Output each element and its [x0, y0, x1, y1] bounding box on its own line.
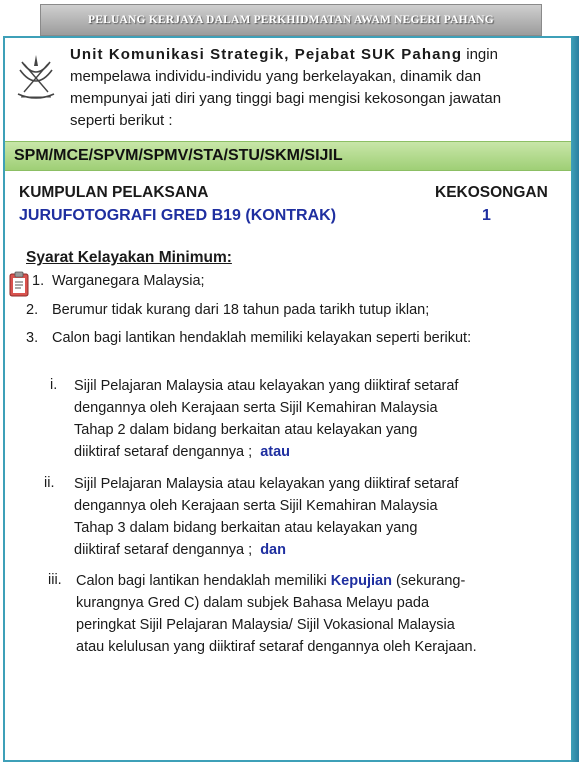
item-number: 3.	[26, 330, 39, 346]
requirement-item: Calon bagi lantikan hendaklah memiliki kelayakan seperti berikut:	[52, 330, 472, 346]
clipboard-icon	[9, 271, 29, 297]
group-label: KUMPULAN PELAKSANA	[19, 184, 209, 201]
sub-item-line: diiktiraf setaraf dengannya ;	[74, 444, 253, 460]
intro-paragraph	[26, 44, 566, 132]
vacancy-count: 1	[482, 207, 491, 224]
sub-item-line: Tahap 3 dalam bidang berkaitan atau kelayakan yang	[74, 520, 418, 536]
frame-right-edge	[571, 36, 579, 762]
requirement-item: Warganegara Malaysia;	[52, 273, 205, 289]
header-banner	[40, 4, 542, 36]
sub-item-number: i.	[50, 377, 58, 393]
item-number: 1.	[32, 273, 45, 289]
vacancy-label: KEKOSONGAN	[435, 184, 548, 201]
position-title: JURUFOTOGRAFI GRED B19 (KONTRAK)	[19, 207, 337, 224]
sub-item-line: kurangnya Gred C) dalam subjek Bahasa Melayu pada	[76, 595, 430, 611]
sub-item	[74, 375, 544, 463]
sub-item	[74, 473, 544, 561]
sub-item-number: iii.	[48, 572, 62, 588]
sub-item-line: atau kelulusan yang diiktiraf setaraf dengannya oleh Kerajaan.	[76, 639, 477, 655]
connector-word: atau	[260, 444, 291, 460]
sub-item	[76, 570, 546, 658]
kepujian-emphasis: Kepujian	[330, 573, 392, 589]
intro-line-2: mempelawa individu-individu yang berkelayakan, dinamik dan	[70, 68, 482, 85]
qualification-bar	[5, 141, 571, 171]
sub-item-line: dengannya oleh Kerajaan serta Sijil Kemahiran Malaysia	[74, 498, 438, 514]
sub-item-line: Calon bagi lantikan hendaklah memiliki	[76, 573, 331, 589]
sub-item-line: Sijil Pelajaran Malaysia atau kelayakan yang diiktiraf setaraf	[74, 378, 459, 394]
intro-line-1: ingin	[462, 46, 498, 63]
connector-word: dan	[260, 542, 286, 558]
sub-item-line: diiktiraf setaraf dengannya ;	[74, 542, 253, 558]
sub-item-line: (sekurang-	[391, 573, 466, 589]
intro-line-4: seperti berikut :	[70, 112, 173, 129]
sub-item-line: Tahap 2 dalam bidang berkaitan atau kelayakan yang	[74, 422, 418, 438]
qualification-text: SPM/MCE/SPVM/SPMV/STA/STU/SKM/SIJIL	[14, 147, 343, 164]
requirement-item: Berumur tidak kurang dari 18 tahun pada tarikh tutup iklan;	[52, 302, 430, 318]
intro-line-3: mempunyai jati diri yang tinggi bagi mengisi kekosongan jawatan	[70, 90, 502, 107]
sub-item-number: ii.	[44, 475, 55, 491]
banner-title: PELUANG KERJAYA DALAM PERKHIDMATAN AWAM NEGERI PAHANG	[88, 14, 494, 26]
item-number: 2.	[26, 302, 39, 318]
requirements-heading: Syarat Kelayakan Minimum:	[26, 249, 232, 266]
sub-item-line: dengannya oleh Kerajaan serta Sijil Kemahiran Malaysia	[74, 400, 438, 416]
sub-item-line: Sijil Pelajaran Malaysia atau kelayakan yang diiktiraf setaraf	[74, 476, 459, 492]
sub-item-line: peringkat Sijil Pelajaran Malaysia/ Sijil Vokasional Malaysia	[76, 617, 455, 633]
organization-name: Unit Komunikasi Strategik, Pejabat SUK Pahang	[70, 46, 463, 63]
